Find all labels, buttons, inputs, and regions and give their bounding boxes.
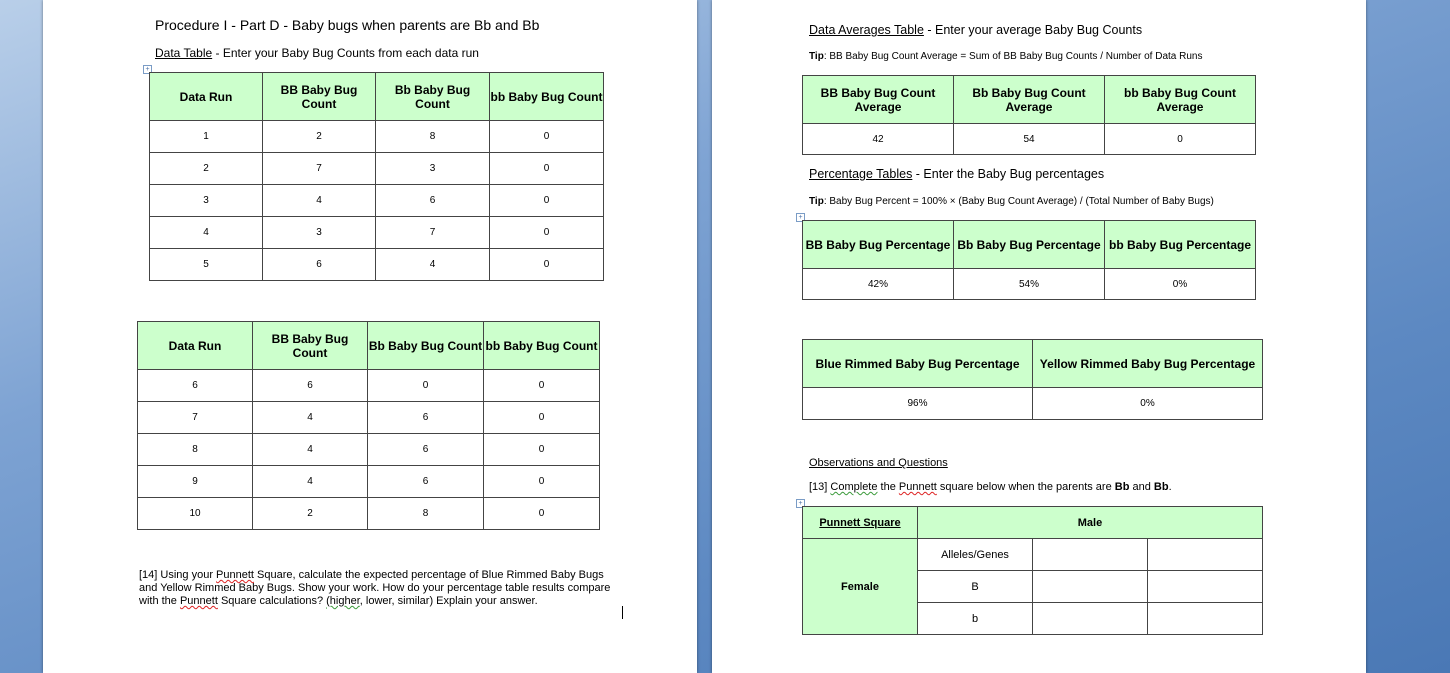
q14-text: Square, calculate the expected percentage of Blue Rimmed Baby Bugs and Yellow Rimmed Baby Bugs. Show your work. How do your percentage table results compare with the xyxy=(139,569,611,607)
table-cell[interactable]: 6 xyxy=(368,434,484,466)
table-row xyxy=(803,388,1263,420)
punnett-cell[interactable] xyxy=(1033,603,1148,635)
punnett-female-allele: B xyxy=(918,571,1033,603)
tip-text: : Baby Bug Percent = 100% × (Baby Bug Count Average) / (Total Number of Baby Bugs) xyxy=(823,196,1214,207)
table-cell[interactable]: 9 xyxy=(138,466,253,498)
header-data-run: Data Run xyxy=(150,73,263,121)
table-cell[interactable]: 3 xyxy=(376,153,490,185)
percentage-desc: - Enter the Baby Bug percentages xyxy=(912,167,1105,181)
punnett-square-table xyxy=(802,506,1263,635)
observations-heading: Observations and Questions xyxy=(809,457,948,469)
punnett-cell[interactable] xyxy=(1148,571,1263,603)
table-cell[interactable]: 0 xyxy=(490,121,604,153)
punnett-cell[interactable] xyxy=(1148,539,1263,571)
table-cell[interactable]: 10 xyxy=(138,498,253,530)
table-cell[interactable]: 6 xyxy=(253,370,368,402)
table-cell[interactable]: 8 xyxy=(138,434,253,466)
table-row xyxy=(803,539,1263,571)
table-cell[interactable]: 7 xyxy=(376,217,490,249)
table-row xyxy=(150,249,604,281)
table-cell[interactable]: 4 xyxy=(150,217,263,249)
table-cell[interactable]: 96% xyxy=(803,388,1033,420)
table-header-row xyxy=(138,322,600,370)
table-cell[interactable]: 7 xyxy=(138,402,253,434)
table-cell[interactable]: 0 xyxy=(484,466,600,498)
averages-caption xyxy=(809,23,1142,37)
tip-label: Tip xyxy=(809,196,824,207)
q13-spell-word: Punnett xyxy=(898,481,937,493)
q14-text: [14] Using your xyxy=(139,569,217,581)
table-row xyxy=(150,153,604,185)
table-cell[interactable]: 4 xyxy=(376,249,490,281)
punnett-alleles-label: Alleles/Genes xyxy=(918,539,1033,571)
table-cell[interactable]: 0 xyxy=(490,185,604,217)
table-cell[interactable]: 4 xyxy=(263,185,376,217)
table-cell[interactable]: 2 xyxy=(253,498,368,530)
table-cell[interactable]: 4 xyxy=(253,402,368,434)
q14-spell-word: Punnett xyxy=(179,595,218,607)
table-header-row xyxy=(803,76,1256,124)
table-header-row xyxy=(803,221,1256,269)
page-heading: Procedure I - Part D - Baby bugs when parents are Bb and Bb xyxy=(155,17,540,33)
header-bb-lower-average: bb Baby Bug Count Average xyxy=(1105,76,1256,124)
q13-text: square below when the parents are xyxy=(936,481,1115,493)
table-row xyxy=(138,402,600,434)
table-move-handle-icon[interactable]: + xyxy=(143,65,152,74)
table-cell[interactable]: 7 xyxy=(263,153,376,185)
table-cell[interactable]: 8 xyxy=(376,121,490,153)
averages-desc: - Enter your average Baby Bug Counts xyxy=(923,23,1143,37)
header-bb-mixed-count: Bb Baby Bug Count xyxy=(376,73,490,121)
table-cell[interactable]: 0 xyxy=(484,498,600,530)
table-row xyxy=(150,121,604,153)
table-header-row xyxy=(150,73,604,121)
table-row xyxy=(803,124,1256,155)
table-row xyxy=(803,269,1256,300)
q14-spell-word: Punnett xyxy=(216,569,254,581)
table-cell[interactable]: 8 xyxy=(368,498,484,530)
punnett-title: Punnett Square xyxy=(803,507,918,539)
q14-text: , lower, similar) Explain your answer. xyxy=(359,595,538,607)
table-row xyxy=(150,185,604,217)
q13-text: [13] xyxy=(809,481,831,493)
question-13[interactable] xyxy=(809,481,1172,493)
data-table-label: Data Table xyxy=(155,46,213,60)
table-cell[interactable]: 0 xyxy=(484,402,600,434)
punnett-male-header: Male xyxy=(918,507,1263,539)
percentage-label: Percentage Tables xyxy=(809,167,913,181)
q13-parent-genotype: Bb xyxy=(1114,481,1130,493)
question-14[interactable] xyxy=(139,569,617,608)
header-data-run: Data Run xyxy=(138,322,253,370)
header-bb-mixed-percentage: Bb Baby Bug Percentage xyxy=(954,221,1105,269)
header-bb-upper-count: BB Baby Bug Count xyxy=(253,322,368,370)
rim-percentage-table xyxy=(802,339,1263,420)
table-row xyxy=(138,434,600,466)
data-table-runs-6-10 xyxy=(137,321,600,530)
q13-text: and xyxy=(1129,481,1154,493)
header-blue-rimmed: Blue Rimmed Baby Bug Percentage xyxy=(803,340,1033,388)
data-table-caption xyxy=(155,46,479,60)
table-cell[interactable]: 0% xyxy=(1033,388,1263,420)
header-bb-lower-count: bb Baby Bug Count xyxy=(490,73,604,121)
table-cell[interactable]: 6 xyxy=(368,466,484,498)
percentage-tip xyxy=(809,196,1214,207)
header-bb-lower-percentage: bb Baby Bug Percentage xyxy=(1105,221,1256,269)
q14-grammar-word: (higher xyxy=(326,595,360,607)
table-cell[interactable]: 6 xyxy=(376,185,490,217)
document-page-left xyxy=(43,0,697,673)
punnett-cell[interactable] xyxy=(1033,539,1148,571)
table-cell[interactable]: 0 xyxy=(490,249,604,281)
averages-table xyxy=(802,75,1256,155)
table-cell[interactable]: 0 xyxy=(484,370,600,402)
percentage-table xyxy=(802,220,1256,300)
table-cell[interactable]: 1 xyxy=(150,121,263,153)
averages-label: Data Averages Table xyxy=(809,23,924,37)
table-cell[interactable]: 42 xyxy=(803,124,954,155)
table-row xyxy=(138,466,600,498)
punnett-female-allele: b xyxy=(918,603,1033,635)
header-yellow-rimmed: Yellow Rimmed Baby Bug Percentage xyxy=(1033,340,1263,388)
table-header-row xyxy=(803,507,1263,539)
table-row xyxy=(138,498,600,530)
table-cell[interactable]: 2 xyxy=(150,153,263,185)
table-cell[interactable]: 0 xyxy=(1105,124,1256,155)
table-cell[interactable]: 2 xyxy=(263,121,376,153)
header-bb-mixed-count: Bb Baby Bug Count xyxy=(368,322,484,370)
document-page-right xyxy=(712,0,1366,673)
table-cell[interactable]: 42% xyxy=(803,269,954,300)
header-bb-upper-percentage: BB Baby Bug Percentage xyxy=(803,221,954,269)
punnett-cell[interactable] xyxy=(1033,571,1148,603)
table-cell[interactable]: 0 xyxy=(368,370,484,402)
text-cursor xyxy=(622,606,623,619)
table-cell[interactable]: 6 xyxy=(368,402,484,434)
table-row xyxy=(138,370,600,402)
tip-label: Tip xyxy=(809,51,824,62)
averages-tip xyxy=(809,51,1202,62)
q13-text: . xyxy=(1168,481,1172,493)
q13-grammar-word: Complete xyxy=(830,481,878,493)
tip-text: : BB Baby Bug Count Average = Sum of BB Baby Bug Counts / Number of Data Runs xyxy=(823,51,1203,62)
data-table-desc: - Enter your Baby Bug Counts from each data run xyxy=(212,46,479,60)
percentage-caption xyxy=(809,167,1104,181)
punnett-female-header: Female xyxy=(803,539,918,635)
table-cell[interactable]: 0 xyxy=(490,217,604,249)
header-bb-mixed-average: Bb Baby Bug Count Average xyxy=(954,76,1105,124)
table-cell[interactable]: 0 xyxy=(484,434,600,466)
table-cell[interactable]: 54 xyxy=(954,124,1105,155)
table-cell[interactable]: 5 xyxy=(150,249,263,281)
table-cell[interactable]: 54% xyxy=(954,269,1105,300)
table-row xyxy=(150,217,604,249)
table-move-handle-icon[interactable]: + xyxy=(796,499,805,508)
table-header-row xyxy=(803,340,1263,388)
table-move-handle-icon[interactable]: + xyxy=(796,213,805,222)
table-cell[interactable]: 3 xyxy=(150,185,263,217)
table-cell[interactable]: 4 xyxy=(253,466,368,498)
q13-parent-genotype: Bb xyxy=(1153,481,1169,493)
header-bb-lower-count: bb Baby Bug Count xyxy=(484,322,600,370)
punnett-cell[interactable] xyxy=(1148,603,1263,635)
data-table-runs-1-5 xyxy=(149,72,604,281)
q13-text: the xyxy=(877,481,899,493)
table-cell[interactable]: 0 xyxy=(490,153,604,185)
header-bb-upper-average: BB Baby Bug Count Average xyxy=(803,76,954,124)
header-bb-upper-count: BB Baby Bug Count xyxy=(263,73,376,121)
table-cell[interactable]: 6 xyxy=(138,370,253,402)
table-cell[interactable]: 4 xyxy=(253,434,368,466)
q14-text: Square calculations? xyxy=(217,595,327,607)
table-cell[interactable]: 3 xyxy=(263,217,376,249)
table-cell[interactable]: 6 xyxy=(263,249,376,281)
table-cell[interactable]: 0% xyxy=(1105,269,1256,300)
